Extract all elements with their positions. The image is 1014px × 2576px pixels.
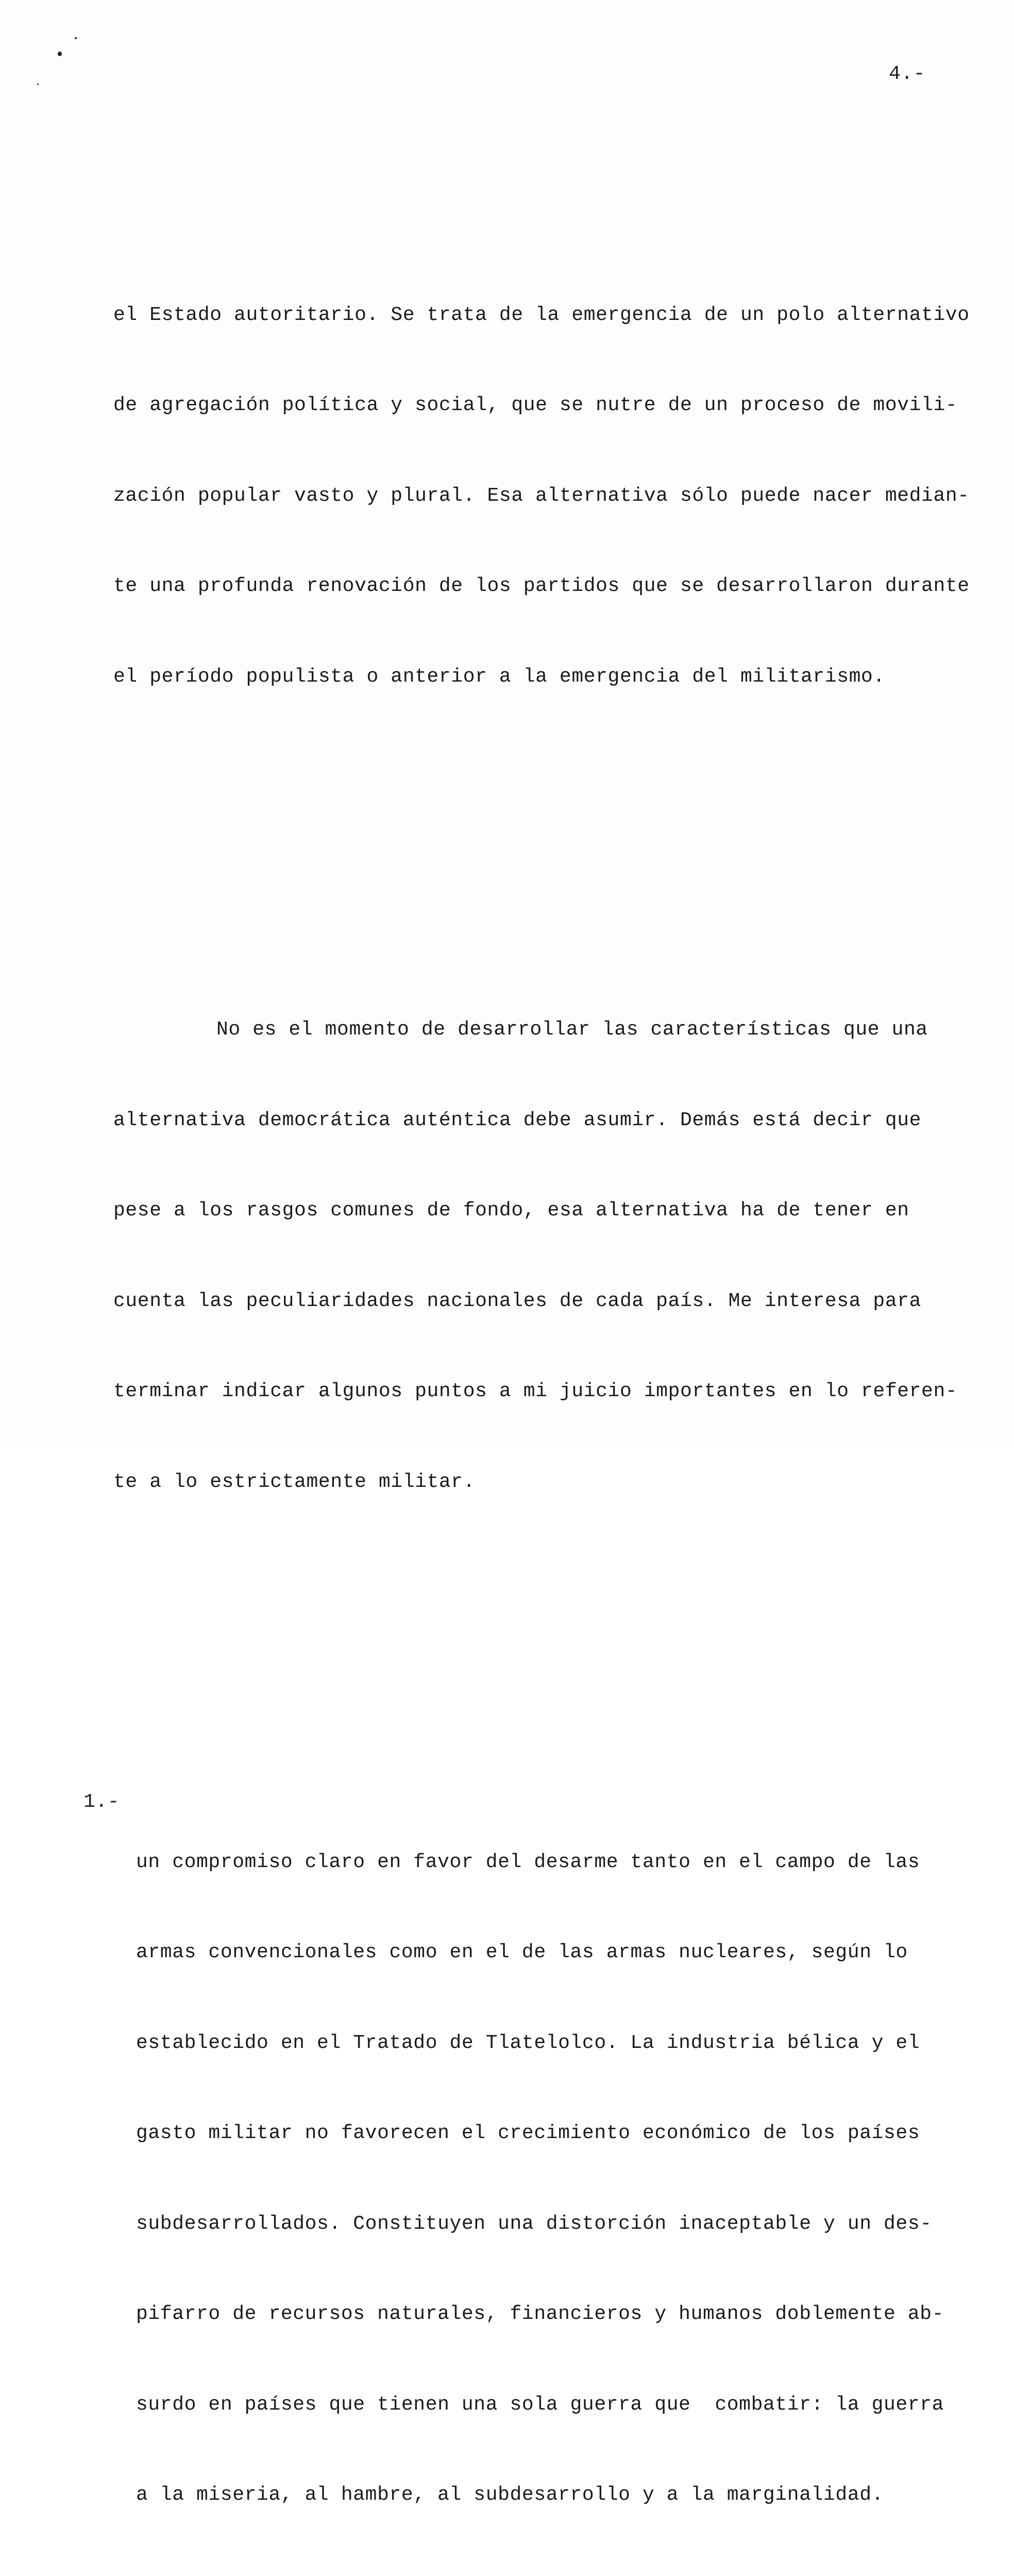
text-line: No es el momento de desarrollar las características que una — [216, 1019, 928, 1041]
text-line: te una profunda renovación de los partidos que se desarrollaron durante — [113, 575, 970, 597]
text-line: de agregación política y social, que se nutre de un proceso de movili- — [113, 394, 958, 416]
scan-speck — [75, 37, 77, 39]
text-line: alternativa democrática auténtica debe asumir. Demás está decir que — [113, 1109, 922, 1131]
text-line: el período populista o anterior a la emergencia del militarismo. — [113, 665, 885, 688]
text-line: subdesarrollados. Constituyen una distorción inaceptable y un des- — [136, 2212, 932, 2235]
text-line: a la miseria, al hambre, al subdesarrollo y a la marginalidad. — [136, 2484, 884, 2506]
scan-speck — [37, 83, 39, 85]
text-line: cuenta las peculiaridades nacionales de cada país. Me interesa para — [113, 1290, 922, 1312]
text-line: el Estado autoritario. Se trata de la emergencia de un polo alternativo — [113, 303, 970, 326]
paragraph-2 — [113, 955, 979, 1557]
paragraph-1 — [113, 240, 979, 753]
text-line: armas convencionales como en el de las armas nucleares, según lo — [136, 1941, 908, 1963]
list-item-number: 1.- — [83, 1790, 120, 1813]
text-line: pese a los rasgos comunes de fondo, esa alternativa ha de tener en — [113, 1199, 909, 1222]
text-line: un compromiso claro en favor del desarme tanto en el campo de las — [136, 1851, 920, 1873]
text-line: gasto militar no favorecen el crecimiento económico de los países — [136, 2122, 920, 2144]
list-item-1 — [83, 1757, 979, 2571]
text-line: zación popular vasto y plural. Esa alternativa sólo puede nacer median- — [113, 484, 970, 507]
text-line: terminar indicar algunos puntos a mi juicio importantes en lo referen- — [113, 1380, 958, 1402]
text-line: te a lo estrictamente militar. — [113, 1470, 476, 1493]
scan-speck — [58, 52, 62, 56]
text-line: establecido en el Tratado de Tlatelolco. La industria bélica y el — [136, 2031, 920, 2054]
text-line: pifarro de recursos naturales, financieros y humanos doblemente ab- — [136, 2303, 944, 2325]
page-number: 4.- — [889, 63, 926, 85]
document-body — [83, 149, 979, 2576]
text-line: surdo en países que tienen una sola guerra que combatir: la guerra — [136, 2393, 944, 2416]
